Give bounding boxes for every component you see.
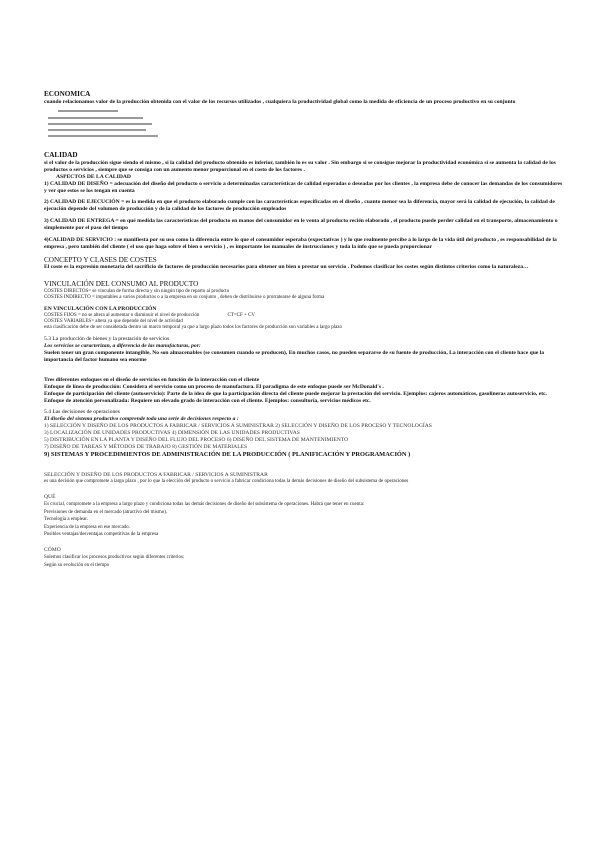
calidad-item-2: 2) CALIDAD DE EJECUCIÓN = es la medida en que el producto elaborado cumple con las características especificadas en el diseño , cuanto menor sea la diferencia, mayor será la calidad de ejecución, la calidad de ejecución depende del volumen de producción y de la calidad de los factores de producción empleados: [44, 199, 555, 213]
heading-5-4: 5.4 Las decisiones de operaciones: [44, 409, 120, 416]
enfoque-linea: Enfoque de línea de producción: Considera el servicio como un proceso de manufactura. El paradigma de este enfoque puede ser McDonald's .: [44, 383, 384, 390]
decision-line-3: 5) DISTRIBUCIÓN EN LA PLANTA Y DISEÑO DEL FLUJO DEL PROCESO 6) DISEÑO DEL SISTEMA DE MANTENIMIENTO: [44, 437, 349, 444]
calidad-item-1: 1) CALIDAD DE DISEÑO = adecuación del diseño del producto o servicio a determinadas características de calidad esperadas o deseadas por los clientes , la empresa debe de conocer las demandas de los consumidores y ver que estos se los tengan en cuenta: [44, 180, 563, 194]
economica-text: cuando relacionamos valor de la producción obtenida con el valor de los recursos utilizados , cualquiera la productividad global como la medida de eficiencia de un proceso productivo en su conjunto: [44, 98, 516, 105]
costes-directos: COSTES DIRECTOS= se vinculan de forma directa y sin ningún tipo de reparto al producto: [44, 288, 230, 294]
decisiones-subtitle: El diseño del sistema productivo comprende toda una serie de decisiones respecto a :: [44, 416, 239, 423]
heading-produccion: EN VINCULACIÓN CON LA PRODUCCIÓN: [44, 305, 157, 312]
que-line-2: Previsiones de demanda en el mercado (atractivo del mismo).: [44, 509, 168, 515]
decision-line-9: 9) SISTEMAS Y PROCEDIMIENTOS DE ADMINISTRACIÓN DE LA PRODUCCIÓN ( PLANIFICACIÓN Y PROGRAMACIÓN ): [44, 451, 411, 459]
costes-text: El coste es la expresión monetaria del sacrificio de factores de producción necesarios para obtener un bien o prestar un servicio . Podemos clasificar los costes según distintos criterios como la naturaleza…: [44, 264, 529, 271]
calidad-item-3: 3) CALIDAD DE ENTREGA = en qué medida las características del producto en manos del consumidor en le venta al producto recién elaborado , el producto puede perder calidad en el transporte, almacenamiento o simplemente por el paso del tiempo: [44, 218, 558, 232]
cost-formula: CT=CF + CV: [227, 312, 256, 318]
calidad-item-4: 4)CALIDAD DE SERVICIO : se manifiesta por su uso como la diferencia entre lo que el consumidor esperaba (expectativas ) y lo que realmente percibe a lo largo de la vida útil del producto , es responsabilidad de la empresa , pero también del cliente ( el uso que haga sobre el bien o servicio ) , es importante los manuales de instrucciones y toda la info que se pueda proporcionar: [44, 237, 557, 250]
decision-line-2: 3) LOCALIZACIÓN DE UNIDADES PRODUCTIVAS 4) DIMENSIÓN DE LAS UNIDADES PRODUCTIVAS: [44, 430, 300, 437]
enfoque-participacion: Enfoque de participación del cliente (autoservicio): Parte de la idea de que la participación directa del cliente puede mejorar la prestación del servicio. Ejemplos: cajeros automáticos, gasolineras autoservicio, etc.: [44, 390, 547, 397]
seleccion-text: es una decisión que compromete a largo plazo , por lo que la elección del producto o servicio a fabricar condiciona todas la demás decisiones de diseño del subsistema de operaciones: [44, 479, 409, 485]
costes-variables: COSTES VARIABLES= altera ya que depende del nivel de actividad: [44, 318, 183, 324]
servicios-text: Suelen tener un gran componente intangible, No son almacenables (se consumen cuando se producen), En muchos casos, no pueden separarse de su fuente de producción, La interacción con el cliente hace que la importancia del factor humano sea enorme: [44, 349, 545, 363]
heading-economica: ECONOMICA: [44, 90, 91, 98]
embedded-formula-image: [48, 108, 158, 142]
enfoques-title: Tres diferentes enfoques en el diseño de servicios en función de la interacción con el cliente: [44, 376, 260, 383]
como-line-1: Solemos clasificar los procesos productivos según diferentes criterios:: [44, 555, 185, 561]
costes-indirectos: COSTES INDIRECTO = imputables a varios productos o a la empresa en su conjunto , deben de distribuirse o prorratearse de alguna forma: [44, 294, 325, 300]
heading-como: CÓMO: [44, 547, 61, 554]
heading-costes: CONCEPTO Y CLASES DE COSTES: [44, 255, 157, 264]
heading-que: QUÉ: [44, 494, 56, 501]
decision-line-4: 7) DISEÑO DE TAREAS Y MÉTODOS DE TRABAJO 8) GESTIÓN DE MATERIALES: [44, 444, 248, 451]
heading-vinculacion: VINCULACIÓN DEL CONSUMO AL PRODUCTO: [44, 280, 199, 289]
clasificacion-note: esta clasificación debe de ser considerada dentro un marco temporal ya que a largo plazo todos los factores de producción son variables a largo plazo: [44, 325, 343, 331]
heading-aspectos: ASPECTOS DE LA CALIDAD: [56, 173, 131, 180]
heading-seleccion: SELECCIÓN Y DISEÑO DE LOS PRODUCTOS A FABRICAR / SERVICIOS A SUMINISTRAR: [44, 472, 268, 479]
heading-calidad: CALIDAD: [44, 151, 78, 160]
como-line-2: Según su evolución en el tiempo: [44, 562, 110, 568]
document-page: [44, 90, 564, 569]
costes-fijos: COSTES FIJOS = no se altera al aumentar o disminuir el nivel de producción: [44, 312, 200, 318]
servicios-subtitle: Los servicios se caracterizan, a diferencia de las manufacturas, por:: [44, 343, 201, 350]
que-line-4: Experiencia de la empresa en ese mercado.: [44, 524, 130, 530]
heading-5-3: 5.3 La producción de bienes y la prestación de servicios: [44, 336, 170, 343]
que-line-5: Posibles ventajas/desventajas competitivas de la empresa: [44, 531, 159, 537]
decision-line-1: 1) SELECCIÓN Y DISEÑO DE LOS PRODUCTOS A FABRICAR / SERVICIOS A SUMINISTRAR 2) SELECCIÓN Y DISEÑO DE LOS PROCESO Y TECNOLOGÍAS: [44, 423, 432, 430]
que-line-3: Tecnología a emplear.: [44, 517, 88, 523]
calidad-text: si el valor de la producción sigue siendo el mismo , si la calidad del producto obtenido es inferior, también lo es su valor . Sin embargo si se consigue mejorar la productividad económica si se aumenta la calidad de los productos o servicios , siempre que se consiga con un aumento menor proporcional en el costo de los factores .: [44, 159, 556, 173]
enfoque-atencion: Enfoque de atención personalizada: Requiere un elevado grado de interacción con el cliente. Ejemplos: consultoría, servicios médicos etc.: [44, 397, 371, 404]
que-line-1: Es crucial, compromete a la empresa a largo plazo y condiciona todas las demás decisiones de diseño del subsistema de operaciones. Habrá que tener en cuenta:: [44, 502, 365, 508]
